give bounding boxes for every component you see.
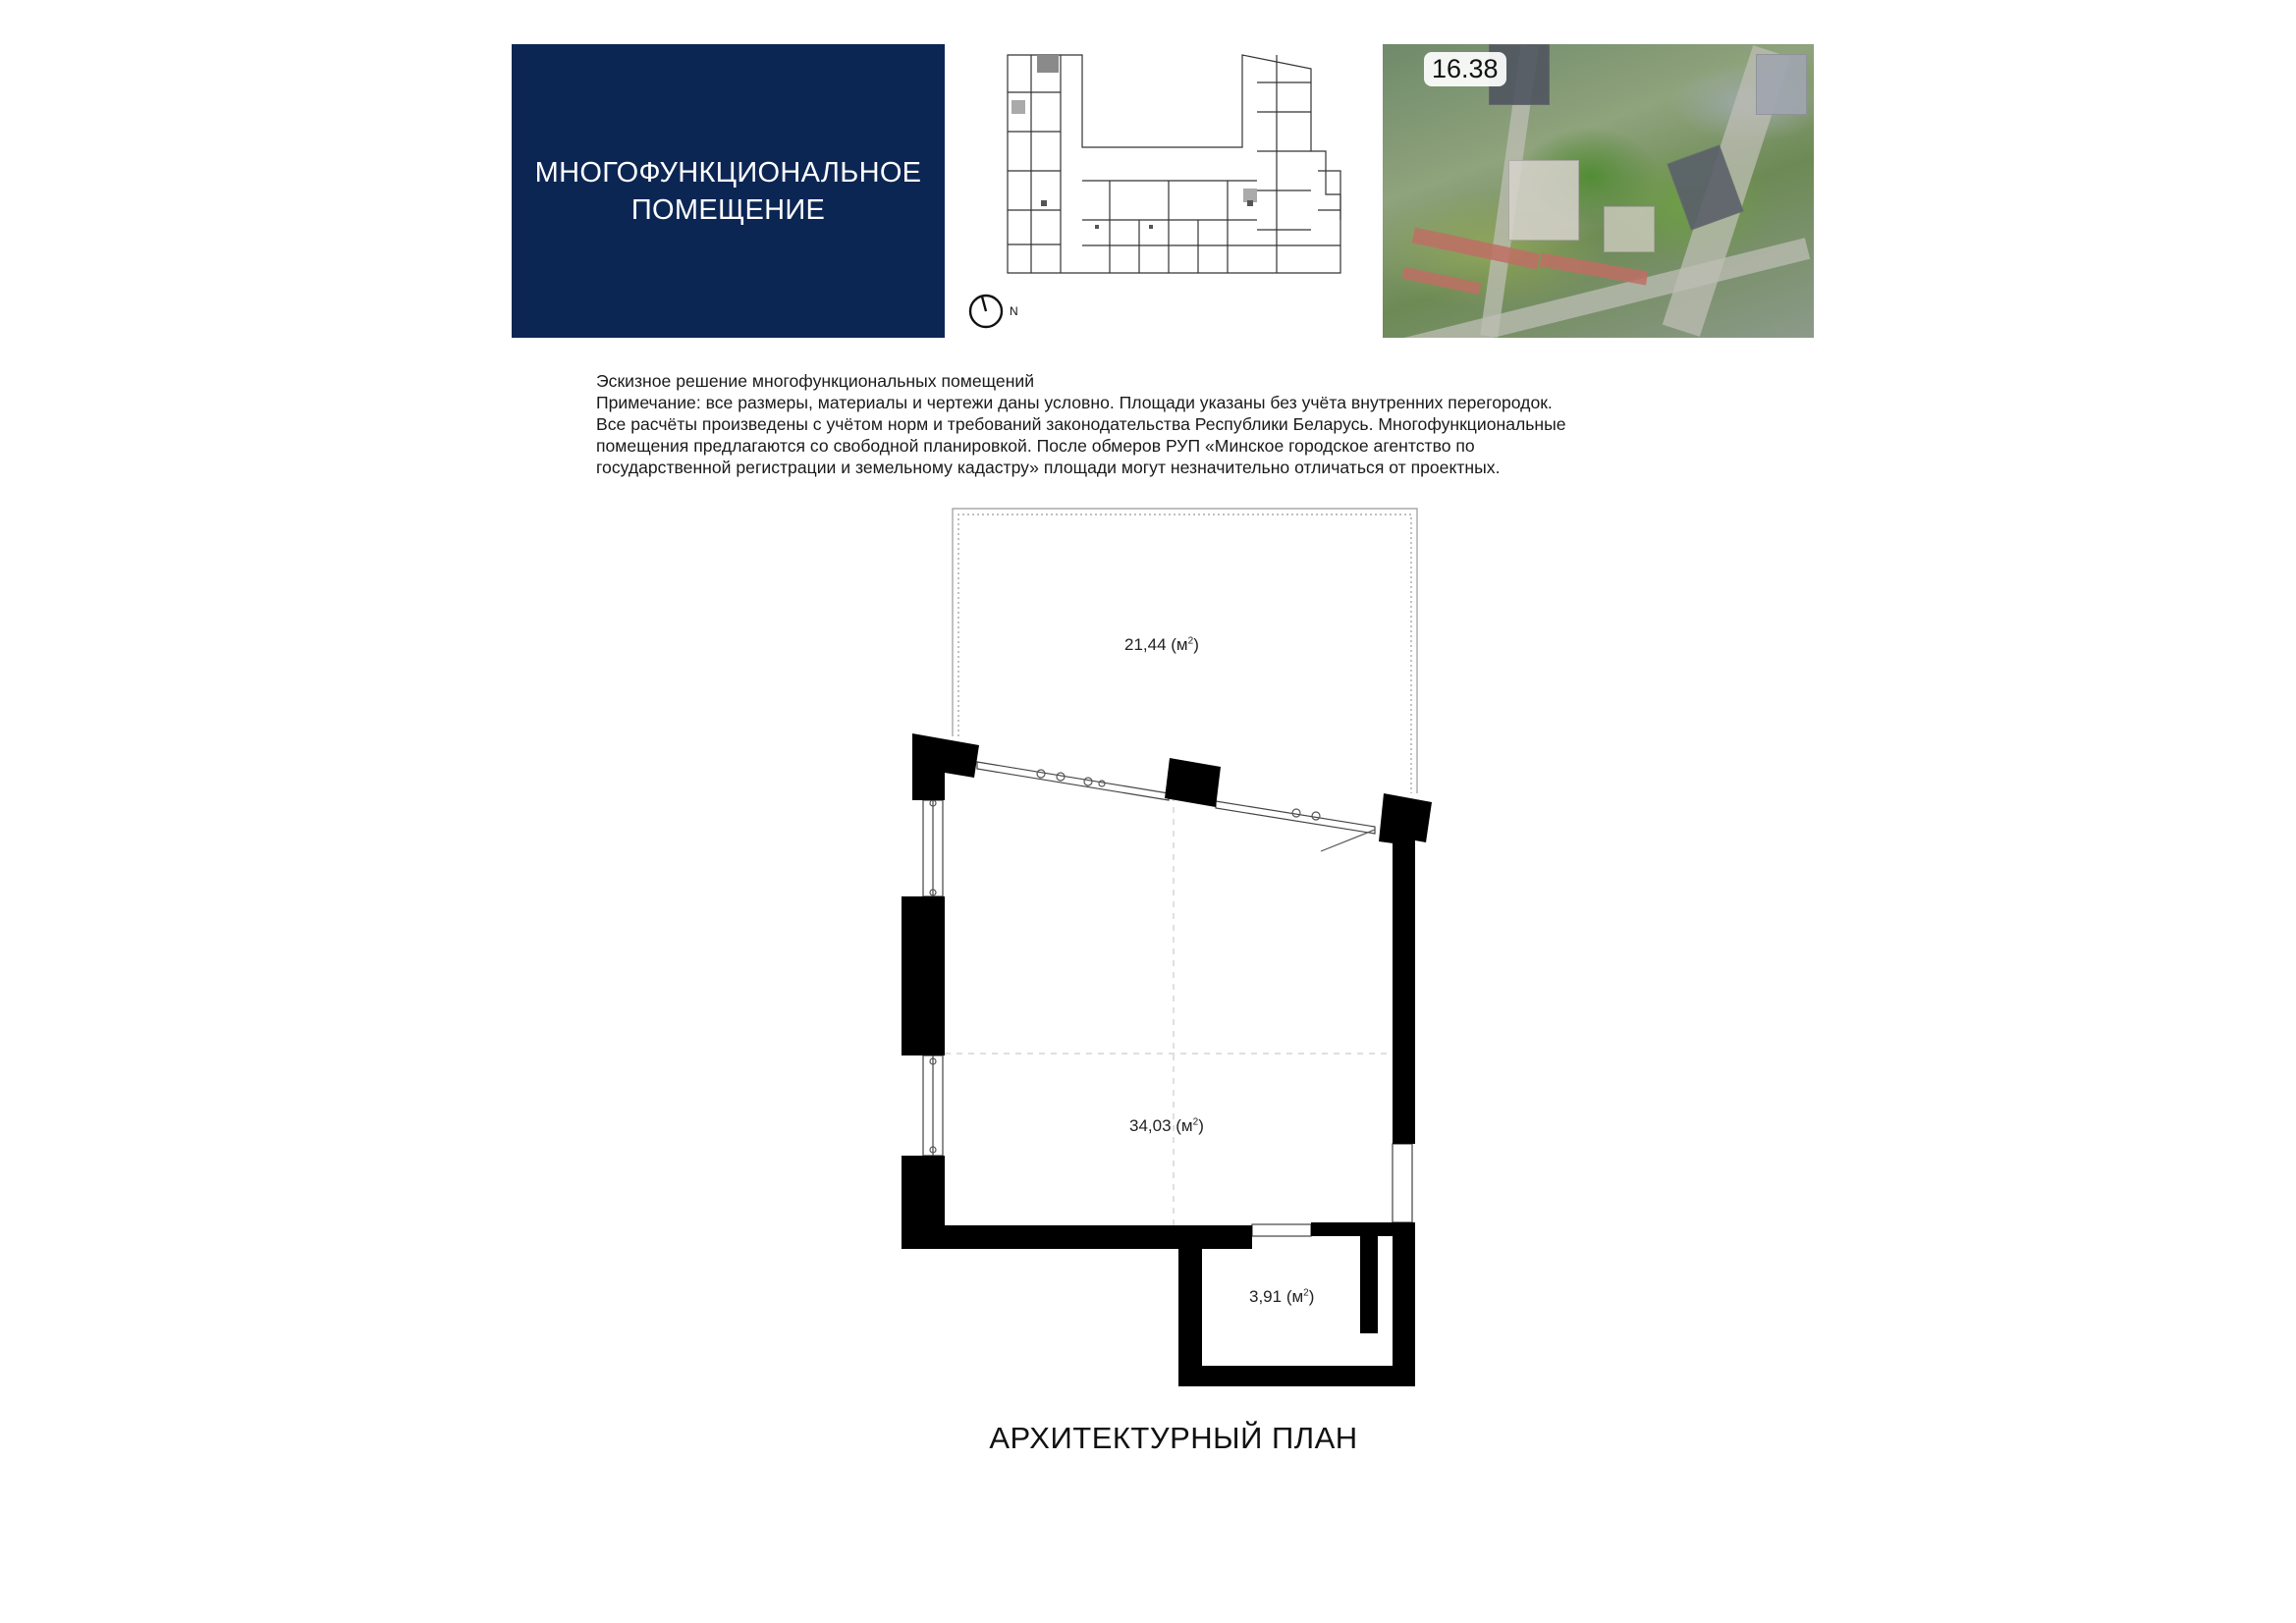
note-line: помещения предлагаются со свободной планировкой. После обмеров РУП «Минское городское агентство по — [596, 436, 1475, 456]
window-strips — [923, 762, 1412, 1236]
note-line: государственной регистрации и земельному кадастру» площади могут незначительно отличаться от проектных. — [596, 458, 1501, 477]
note-line: Примечание: все размеры, материалы и чертежи даны условно. Площади указаны без учёта внутренних перегородок. — [596, 393, 1553, 412]
plan-title: АРХИТЕКТУРНЫЙ ПЛАН — [989, 1421, 1358, 1455]
compass-label: N — [1010, 304, 1018, 318]
north-compass-icon — [968, 292, 1027, 331]
utility-area-label: 3,91 $(м^2)$ — [1249, 1287, 1315, 1306]
header-title-block — [512, 44, 945, 338]
interior-guides — [945, 795, 1393, 1225]
header-title-line1: МНОГОФУНКЦИОНАЛЬНОЕ — [534, 156, 922, 189]
note-line: Эскизное решение многофункциональных помещений — [596, 371, 1035, 391]
unit-number-badge: 16.38 — [1424, 52, 1506, 86]
disclaimer-notes — [596, 370, 1775, 478]
main-area-value: 34,03 — [1129, 1116, 1172, 1135]
utility-area-value: 3,91 — [1249, 1287, 1283, 1306]
window-fixtures — [930, 770, 1375, 1153]
note-line: Все расчёты произведены с учётом норм и требований законодательства Республики Беларусь. Многофункциональные — [596, 414, 1566, 434]
structural-walls — [902, 733, 1432, 1386]
terrace-area-label: 21,44 $(м^2)$ — [1124, 635, 1199, 654]
main-area-label: 34,03 $(м^2)$ — [1129, 1116, 1204, 1135]
aerial-render-image — [1383, 44, 1814, 338]
terrace-area-value: 21,44 — [1124, 635, 1167, 654]
key-floor-plan — [1002, 53, 1350, 275]
header-title-line2: ПОМЕЩЕНИЕ — [630, 193, 826, 226]
